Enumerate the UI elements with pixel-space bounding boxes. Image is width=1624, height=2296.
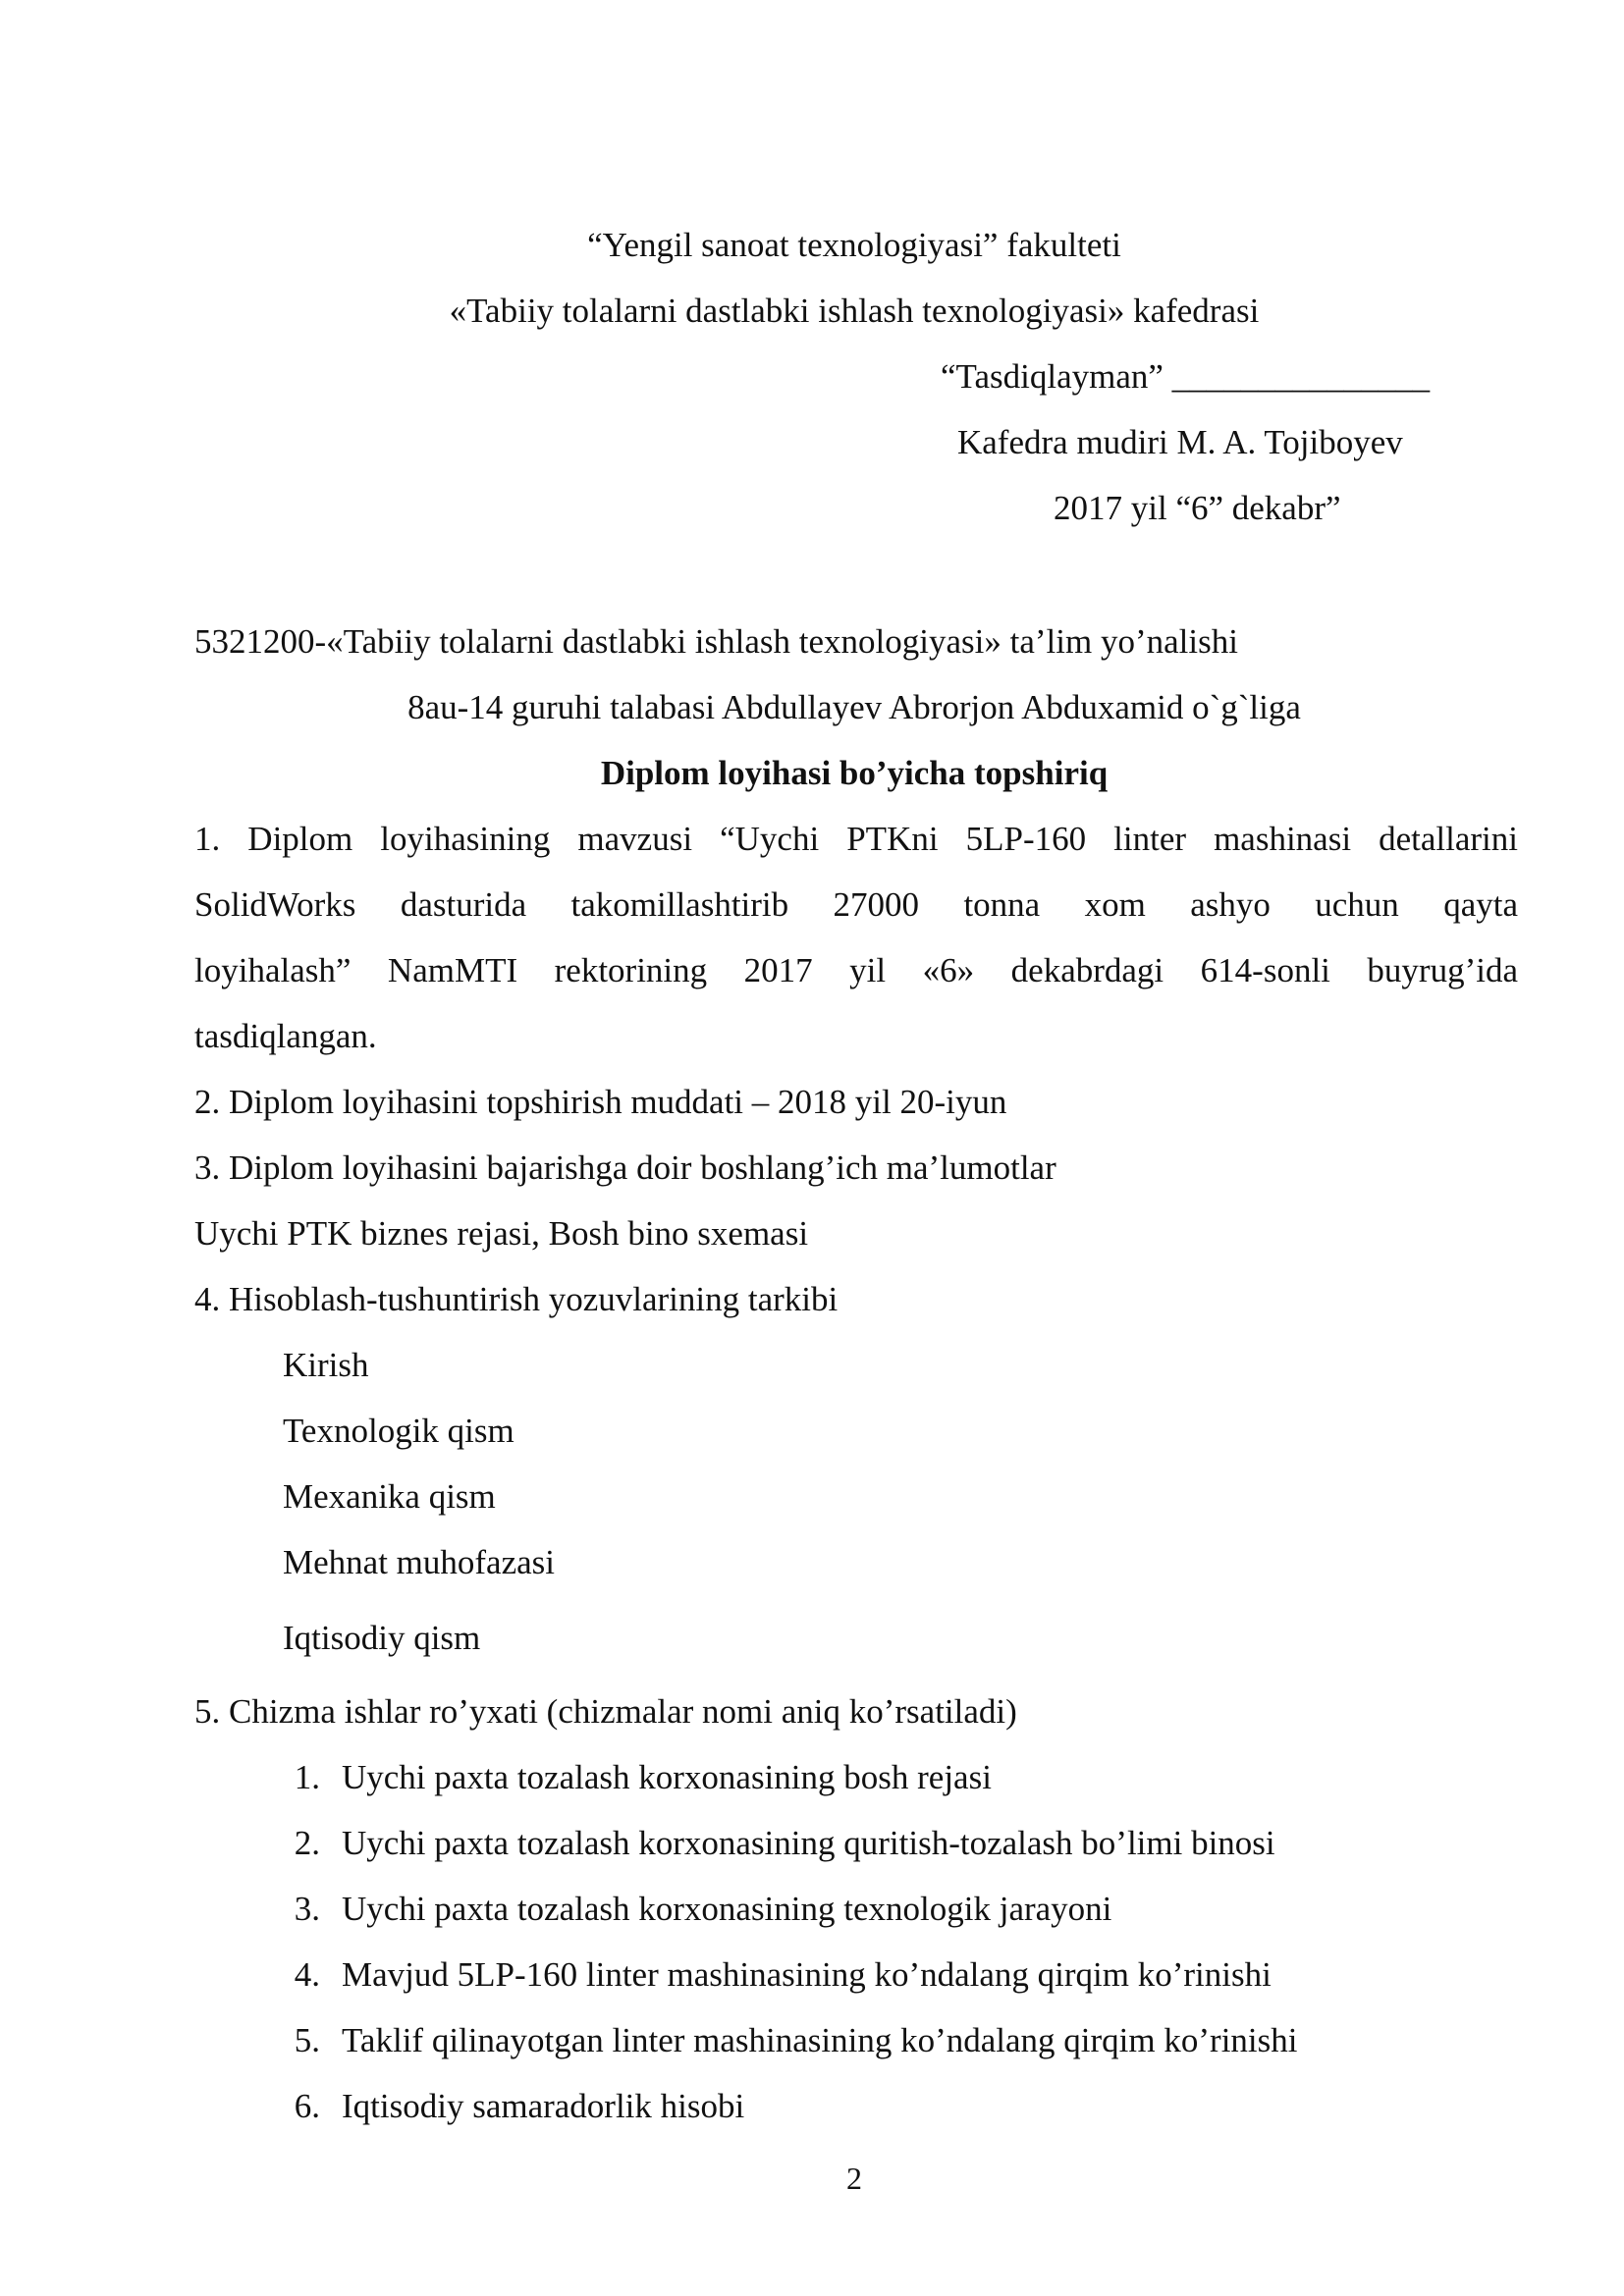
section-item: Kirish — [283, 1346, 369, 1384]
item1-line1: 1. Diplom loyihasining mavzusi “Uychi PTKni 5LP-160 linter mashinasi detallarini — [194, 820, 1518, 858]
section-item: Iqtisodiy qism — [283, 1619, 481, 1657]
drawing-number: 5. — [294, 2021, 320, 2059]
drawing-title: Taklif qilinayotgan linter mashinasining ko’ndalang qirqim ko’rinishi — [342, 2021, 1298, 2059]
head-of-department-line: Kafedra mudiri M. A. Tojiboyev — [957, 423, 1403, 461]
drawing-list-item — [0, 2023, 1624, 2062]
section-item: Mehnat muhofazasi — [283, 1543, 555, 1581]
section-item: Mexanika qism — [283, 1477, 496, 1516]
faculty-line: “Yengil sanoat texnologiyasi” fakulteti — [587, 226, 1121, 264]
drawing-number: 6. — [294, 2087, 320, 2125]
item4-heading: 4. Hisoblash-tushuntirish yozuvlarining tarkibi — [194, 1280, 839, 1318]
drawing-title: Uychi paxta tozalash korxonasining texnologik jarayoni — [342, 1890, 1112, 1928]
drawing-title: Uychi paxta tozalash korxonasining bosh rejasi — [342, 1758, 992, 1796]
section-item: Texnologik qism — [283, 1412, 514, 1450]
drawing-number: 3. — [294, 1890, 320, 1928]
drawing-number: 4. — [294, 1955, 320, 1994]
drawing-list-item — [0, 1957, 1624, 1997]
department-line: «Tabiiy tolalarni dastlabki ishlash texnologiyasi» kafedrasi — [449, 292, 1260, 330]
item1-line2: SolidWorks dasturida takomillashtirib 27000 tonna xom ashyo uchun qayta — [194, 885, 1518, 924]
drawing-title: Iqtisodiy samaradorlik hisobi — [342, 2087, 745, 2125]
student-line: 8au-14 guruhi talabasi Abdullayev Abrorjon Abduxamid o`g`liga — [407, 688, 1301, 726]
page-number: 2 — [846, 2161, 862, 2196]
drawing-list-item — [0, 2089, 1624, 2128]
approval-date: 2017 yil “6” dekabr” — [1054, 489, 1341, 527]
document-title: Diplom loyihasi bo’yicha topshiriq — [600, 754, 1109, 792]
item5-heading: 5. Chizma ishlar ro’yxati (chizmalar nomi aniq ko’rsatiladi) — [194, 1692, 1017, 1731]
drawing-list-item — [0, 1826, 1624, 1865]
direction-line: 5321200-«Tabiiy tolalarni dastlabki ishlash texnologiyasi» ta’lim yo’nalishi — [194, 622, 1238, 661]
item1-line3: loyihalash” NamMTI rektorining 2017 yil «6» dekabrdagi 614-sonli buyrug’ida — [194, 951, 1518, 989]
item1-line4: tasdiqlangan. — [194, 1017, 377, 1055]
item3-line1: 3. Diplom loyihasini bajarishga doir boshlang’ich ma’lumotlar — [194, 1148, 1056, 1187]
drawing-title: Mavjud 5LP-160 linter mashinasining ko’ndalang qirqim ko’rinishi — [342, 1955, 1272, 1994]
drawing-list-item — [0, 1892, 1624, 1931]
drawing-list-item — [0, 1760, 1624, 1799]
drawing-number: 1. — [294, 1758, 320, 1796]
item3-line2: Uychi PTK biznes rejasi, Bosh bino sxemasi — [194, 1214, 809, 1253]
drawing-title: Uychi paxta tozalash korxonasining quritish-tozalash bo’limi binosi — [342, 1824, 1275, 1862]
item2-line: 2. Diplom loyihasini topshirish muddati – 2018 yil 20-iyun — [194, 1083, 1007, 1121]
approval-line: “Tasdiqlayman” _______________ — [941, 357, 1431, 396]
drawing-number: 2. — [294, 1824, 320, 1862]
